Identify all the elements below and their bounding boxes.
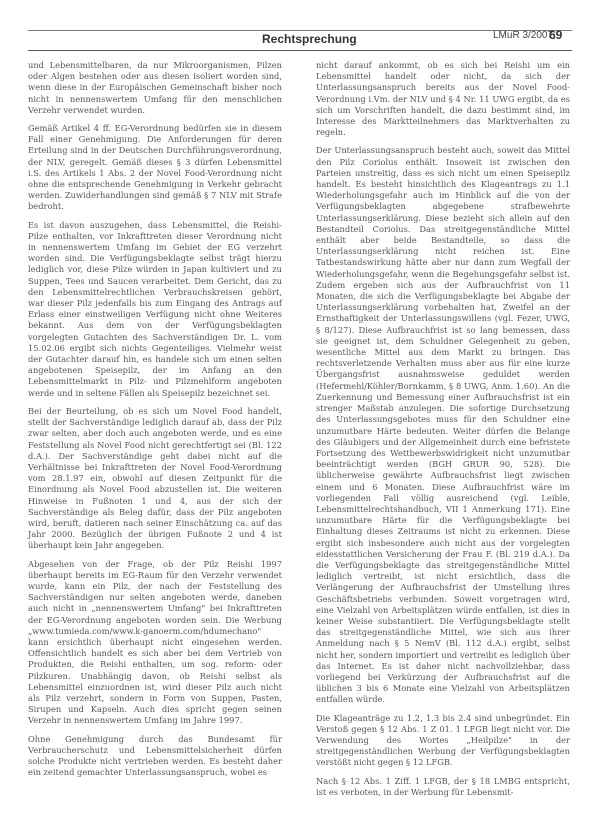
journal-reference: LMuR 3/2007 — [493, 30, 554, 41]
paragraph: Es ist davon auszugehen, dass Lebensmittel, die Reishi-Pilze enthalten, vor Inkrafttreten dieser Verordnung nicht in nennenswertem Umfang im Gebiet der EG verzehrt worden sind. Die Verfügungsbeklagte selbst trägt hierzu lediglich vor, diese Pilze würden in Japan kultiviert und zu Suppen, Tees und Saucen verarbeitet. Dem Gericht, das zu den Lebensmittelrechtlichen Verbrauchskreisen gehört, war dieser Pilz jedenfalls bis zum Eingang des Antrags auf Erlass einer einstweiligen Verfügung nicht ohne Weiteres bekannt. Aus dem von der Verfügungsbeklagten vorgelegten Gutachten des Sachverständigen Dr. L. vom 15.02.06 ergibt sich nichts Gegenteiliges. Vielmehr weist der Gutachter darauf hin, es handele sich um einen selten angebotenen Speisepilz, der im Anfang an den Lebensmittelmarkt in Pilz- und Pilzmehlform angeboten werde und in seltene Fällen als Speisepilz bezeichnet sei. — [28, 219, 282, 398]
running-header — [0, 30, 601, 50]
header-divider — [28, 50, 572, 51]
left-column — [28, 60, 282, 782]
paragraph: Ohne Genehmigung durch das Bundesamt für Verbraucherschutz und Lebensmittelsicherheit dürfen solche Produkte nicht vertrieben werden. Es besteht daher ein zeitend gemachter Unterlassungsanspruch, wobei es — [28, 733, 282, 778]
header-rule-left — [28, 30, 438, 31]
paragraph: Gemäß Artikel 4 ff. EG-Verordnung bedürfen sie in diesem Fall einer Genehmigung. Die Anforderungen für deren Erteilung sind in der Deutschen Durchführungsverordnung, der NLV, geregelt. Gemäß dieses § 3 dürfen Lebensmittel i.S. des Artikels 1 Abs. 2 der Novel Food-Verordnung nicht ohne die entsprechende Genehmigung in Verkehr gebracht werden. Zuwiderhandlungen sind gemäß § 7 NLV mit Strafe bedroht. — [28, 123, 282, 212]
right-column — [316, 60, 570, 802]
paragraph: Der Unterlassungsanspruch besteht auch, soweit das Mittel den Pilz Coriolus enthält. Insoweit ist zwischen den Parteien unstreitig, dass es sich nicht um einen Speisepilz handelt. Es besteht hinsichtlich des Klageantrags zu 1.1 Wiederholungsgefahr auch im Hinblick auf die von der Verfügungsbeklagten abgegebene strafbewehrte Unterlassungserklärung. Diese bezieht sich allein auf den Bestandteil Coriolus. Das streitgegenständliche Mittel enthält aber beide Bestandteile, so dass die Unterlassungserklärung nicht reichen ist. Eine Tatbestandswirkung hätte aber nur dann zum Wegfall der Wiederholungsgefahr, wenn die Begehungsgefahr selbst ist. Zudem ergeben sich aus der Aufbrauchfrist von 11 Monaten, die sich die Verfügungsbeklagte bei Abgabe der Unterlassungserklärung vorbehalten hat, Zweifel an der Ernsthaftigkeit der Unterlassungswillens (vgl. Fezer, UWG, § 8/127). Diese Aufbrauchfrist ist so lang bemessen, dass sie geeignet ist, dem Schuldner Gelegenheit zu geben, wesentliche Mittel aus dem Markt zu bringen. Das rechtsverletzende Verhalten muss aber aus für eine kurze Übergangsfrist ausnahmsweise geduldet werden (Hefermehl/Köhler/Bornkamm, § 8 UWG, Anm. 1.60). An die Zuerkennung und Bemessung einer Aufbrauchsfrist ist ein strenger Maßstab anzulegen. Die sofortige Durchsetzung des Unterlassungsgebotes muss für den Schuldner eine unzumutbare Härte bedeuten. Weiter dürfen die Belange des Gläubigers und der Allgemeinheit durch eine befristete Fortsetzung des Wettbewerbswidrigkeit nicht unzumutbar beeinträchtigt werden (BGH GRUR 90, 528). Die üblicherweise gewährte Aufbrauchsfrist liegt zwischen einem und 6 Monaten. Diese Aufbrauchfrist wäre im vorliegenden Fall völlig ausreichend (vgl. Leible, Lebensmittelrechtshandbuch, VII 1 Anmerkung 171). Eine unzumutbare Härte für die Verfügungsbeklagte bei Einhaltung dieses Zeitraums ist nicht zu erkennen. Diese ergibt sich insbesondere auch nicht aus der vorgelegten eidesstattlichen Versicherung der Frau F. (Bl. 219 d.A.). Da die Verfügungsbeklagte das streitgegenständliche Mittel lediglich vertreibt, ist nicht ersichtlich, dass die Verlängerung der Aufbrauchsfrist der Umstellung ihres Geschäftsbetriebs verbunden. Soweit vorgetragen wird, eine Vielzahl von Arbeitsplätzen würde entfallen, ist dies in keiner Weise substantiiert. Die Verfügungsbeklagte stellt das streitgegenständliche Mittel, wie sich aus ihrer Anmeldung nach § 5 NemV (Bl. 112 d.A.) ergibt, selbst nicht her, sondern importiert und vertreibt es lediglich über das Internet. Es ist daher nicht nachvollziehbar, dass vorliegend bei Verkürzung der Aufbrauchsfrist auf die üblichen 3 bis 6 Monate eine Vielzahl von Arbeitsplätzen entfallen würde. — [316, 145, 570, 705]
paragraph: Die Klageanträge zu 1.2, 1.3 bis 2.4 sind unbegründet. Ein Verstoß gegen § 12 Abs. 1 Z 01. 1 LFGB liegt nicht vor. Die Verwendung des Wortes „Heilpilze" in der streitgegenständlichen Werbung der Verfügungsbeklagten verstößt nicht gegen § 12 LFGB. — [316, 712, 570, 768]
paragraph: und Lebensmittelbaren, da nur Mikroorganismen, Pilzen oder Algen bestehen oder aus diesen isoliert worden sind, wenn diese in der Europäischen Gemeinschaft bisher noch nicht in nennenswertem Umfang für den menschlichen Verzehr verwendet wurden. — [28, 60, 282, 115]
section-title: Rechtsprechung — [262, 32, 357, 46]
paragraph: Nach § 12 Abs. 1 Ziff. 1 LFGB, der § 18 LMBG entspricht, ist es verboten, in der Werbung für Lebensmit- — [316, 775, 570, 797]
page-number: 69 — [549, 28, 563, 42]
paragraph: Bei der Beurteilung, ob es sich um Novel Food handelt, stellt der Sachverständige lediglich darauf ab, dass der Pilz zwar selten, aber doch auch angeboten werde, und es eine Feststellung als Novel Food nicht gerechtfertigt sei (Bl. 122 d.A.). Der Sachverständige geht dabei nicht auf die Verhältnisse bei Inkrafttreten der Novel Food-Verordnung vom 28.1.97 ein, obwohl auf diesen Zeitpunkt für die Einordnung als Novel Food abzustellen ist. Die weiteren Hinweise in Fußnoten 1 und 4, aus der sich der Sachverständige als Beleg dafür, dass der Pilz angeboten wird, beruft, datieren nach seiner Einschätzung ca. auf das Jahr 2000. Bezüglich der übrigen Fußnote 2 und 4 ist überhaupt kein Jahr angegeben. — [28, 405, 282, 551]
paragraph: nicht darauf ankommt, ob es sich bei Reishi um ein Lebensmittel handelt oder nicht, da sich der Unterlassungsanspruch bereits aus der Novel Food-Verordnung i.Vm. der NLV und § 4 Nr. 11 UWG ergibt, da es sich um Vorschriften handelt, die dazu bestimmt sind, im Interesse des Marktteilnehmers das Marktverhalten zu regeln. — [316, 60, 570, 138]
paragraph: Abgesehen von der Frage, ob der Pilz Reishi 1997 überhaupt bereits im EG-Raum für den Verzehr verwendet wurde, kann ein Pilz, der nach der Feststellung des Sachverständigen nur selten angeboten werde, daneben auch nicht in „nennenswertem Umfang" bei Inkrafttreten der EG-Verordnung angeboten worden sein. Die Werbung „www.tumieda.com/www.k-ganoerm.com/hdumechano" kann ersichtlich überhaupt nicht eingesehen werden. Offensichtlich handelt es sich aber bei dem Vertrieb von Produkten, die Reishi enthalten, um sog. reform- oder Pilzkuren. Unabhängig davon, ob Reishi selbst als Lebensmittel einzuordnen ist, wird dieser Pilz auch nicht als Pilz verzehrt, sondern in Form von Suppen, Pasten, Sirupen und Kapseln. Auch dies spricht gegen seinen Verzehr in nennenswertem Umfang im Jahre 1997. — [28, 558, 282, 726]
